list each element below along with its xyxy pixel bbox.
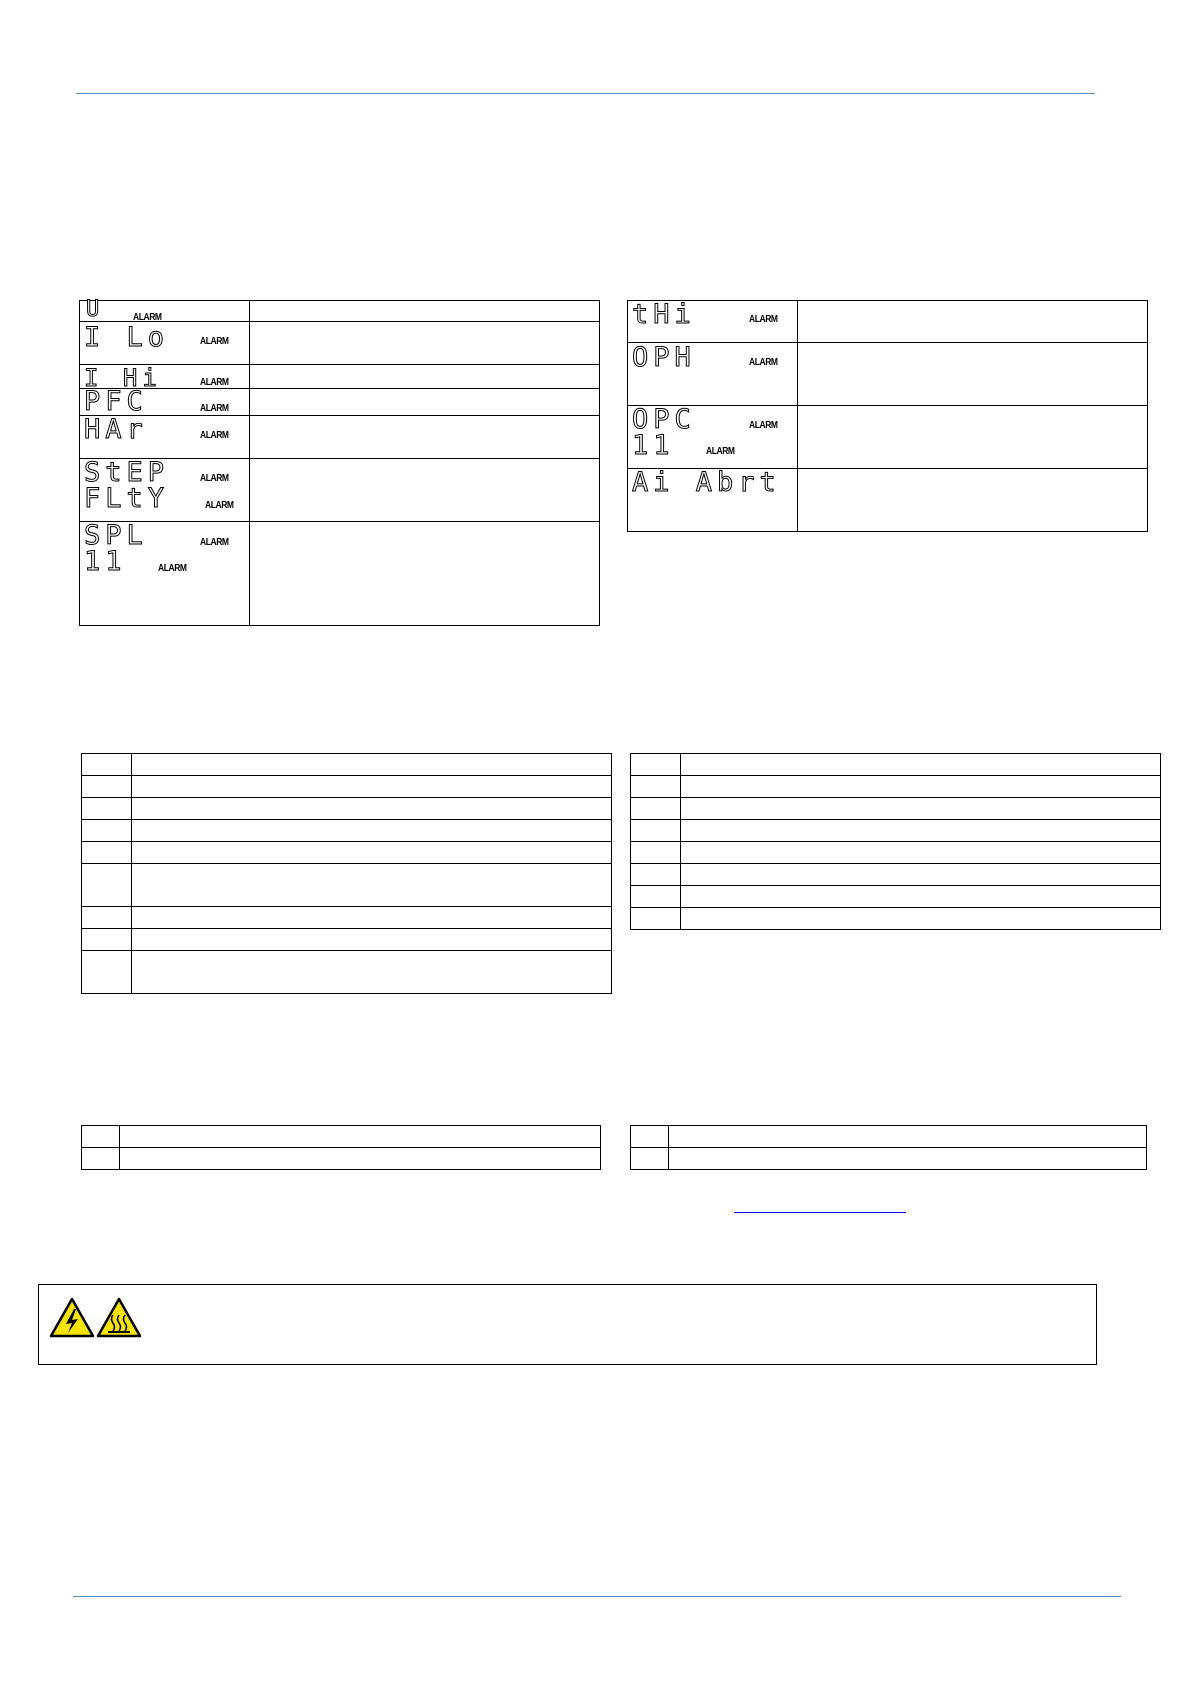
alarm-row-spl: [80, 522, 600, 626]
row-number-cell: [631, 908, 681, 930]
row-number-cell: [82, 1148, 120, 1170]
row-text-cell: [132, 842, 612, 864]
row-number-cell: [82, 929, 132, 951]
row-number-cell: [631, 798, 681, 820]
footer-rule: [73, 1596, 1121, 1597]
row-number-cell: [82, 798, 132, 820]
header-rule: [76, 93, 1095, 94]
row-text-cell: [132, 776, 612, 798]
alarm-row-oph: [628, 343, 1148, 406]
row-number-cell: [82, 907, 132, 929]
lcd-code: HAr: [84, 414, 148, 445]
row-number-cell: [82, 754, 132, 776]
lcd-code: PFC: [84, 386, 148, 417]
row-number-cell: [82, 1126, 120, 1148]
table-row: [631, 776, 1161, 798]
lcd-code: Ai Abrt: [632, 467, 781, 498]
row-text-cell: [681, 754, 1161, 776]
table-row: [82, 1126, 601, 1148]
lcd-code: StEP: [84, 457, 170, 488]
alarm-description: [798, 301, 1148, 343]
alarm-indicator: ALARM: [200, 430, 229, 441]
table-row: [82, 842, 612, 864]
row-number-cell: [82, 842, 132, 864]
table-row: [82, 754, 612, 776]
right-numbered-table: [630, 753, 1161, 930]
alarm-indicator: ALARM: [205, 500, 234, 511]
lcd-code: tHi: [632, 299, 696, 330]
table-row: [82, 776, 612, 798]
hot-surface-icon: [96, 1297, 142, 1338]
warning-box: [38, 1284, 1097, 1365]
lcd-display: [80, 416, 250, 459]
alarm-indicator: ALARM: [133, 312, 162, 323]
alarm-row-step-flty: [80, 459, 600, 522]
lcd-display: [80, 386, 250, 417]
row-text-cell: [132, 798, 612, 820]
row-number-cell: [82, 864, 132, 907]
alarm-description: [250, 301, 600, 322]
alarm-row-i-hi: [80, 365, 600, 389]
row-number-cell: [82, 776, 132, 798]
alarm-row-har: [80, 416, 600, 459]
table-row: [631, 820, 1161, 842]
alarm-indicator: ALARM: [749, 314, 778, 325]
row-text-cell: [120, 1148, 601, 1170]
lcd-display: [80, 522, 250, 626]
alarm-row-ai-abrt: [628, 469, 1148, 532]
row-number-cell: [82, 951, 132, 994]
row-text-cell: [132, 864, 612, 907]
row-text-cell: [681, 908, 1161, 930]
lcd-display: [80, 322, 250, 365]
alarm-indicator: ALARM: [200, 377, 229, 388]
alarm-indicator: ALARM: [749, 357, 778, 368]
alarm-description: [250, 459, 600, 522]
row-number-cell: [631, 886, 681, 908]
lcd-code: OPH: [632, 342, 696, 373]
row-text-cell: [669, 1148, 1147, 1170]
row-text-cell: [681, 776, 1161, 798]
lcd-code: I Hi: [84, 364, 162, 392]
right-small-table: [630, 1125, 1147, 1170]
row-text-cell: [681, 864, 1161, 886]
alarm-description: [798, 406, 1148, 469]
row-text-cell: [132, 951, 612, 994]
row-text-cell: [132, 754, 612, 776]
lcd-display: [628, 406, 798, 469]
lcd-code: U: [86, 297, 105, 322]
lcd-code-line2: FLtY: [84, 483, 170, 514]
table-row: [82, 820, 612, 842]
row-number-cell: [82, 820, 132, 842]
alarm-description: [250, 365, 600, 389]
table-row: [82, 929, 612, 951]
table-row: [631, 798, 1161, 820]
row-text-cell: [681, 842, 1161, 864]
alarm-description: [250, 389, 600, 416]
row-text-cell: [132, 929, 612, 951]
row-number-cell: [631, 1126, 669, 1148]
row-text-cell: [681, 820, 1161, 842]
alarm-row-opc: [628, 406, 1148, 469]
row-text-cell: [681, 798, 1161, 820]
table-row: [82, 951, 612, 994]
row-number-cell: [631, 754, 681, 776]
alarm-indicator: ALARM: [200, 336, 229, 347]
alarm-description: [798, 343, 1148, 406]
lcd-display: [628, 469, 798, 532]
table-row: [82, 907, 612, 929]
table-row: [631, 886, 1161, 908]
alarm-indicator: ALARM: [200, 537, 229, 548]
row-number-cell: [631, 1148, 669, 1170]
lcd-code-line2: 11: [84, 546, 127, 577]
row-number-cell: [631, 864, 681, 886]
table-row: [631, 1148, 1147, 1170]
table-row: [82, 798, 612, 820]
table-row: [631, 842, 1161, 864]
alarm-description: [250, 322, 600, 365]
alarm-row-u: [80, 301, 600, 322]
alarm-row-thi: [628, 301, 1148, 343]
alarm-row-i-lo: [80, 322, 600, 365]
row-text-cell: [669, 1126, 1147, 1148]
row-text-cell: [120, 1126, 601, 1148]
row-text-cell: [681, 886, 1161, 908]
row-number-cell: [631, 776, 681, 798]
alarm-description: [250, 522, 600, 626]
lcd-code: I Lo: [84, 322, 170, 353]
right-alarm-table: [627, 300, 1148, 532]
hyperlink[interactable]: [734, 1212, 906, 1213]
alarm-description: [250, 416, 600, 459]
lcd-display: [628, 301, 798, 343]
row-text-cell: [132, 820, 612, 842]
alarm-indicator: ALARM: [706, 446, 735, 457]
table-row: [82, 1148, 601, 1170]
row-text-cell: [132, 907, 612, 929]
table-row: [631, 908, 1161, 930]
table-row: [631, 754, 1161, 776]
lcd-display: [628, 343, 798, 406]
alarm-indicator: ALARM: [158, 563, 187, 574]
row-number-cell: [631, 842, 681, 864]
table-row: [631, 864, 1161, 886]
lcd-display: [80, 364, 250, 392]
lcd-code: OPC: [632, 404, 696, 435]
left-small-table: [81, 1125, 601, 1170]
left-numbered-table: [81, 753, 612, 994]
lcd-display: [80, 297, 250, 323]
table-row: [631, 1126, 1147, 1148]
alarm-indicator: ALARM: [200, 473, 229, 484]
left-alarm-table: [79, 297, 600, 626]
lcd-code-line2: 11: [632, 430, 675, 461]
lcd-display: [80, 459, 250, 522]
alarm-indicator: ALARM: [200, 403, 229, 414]
alarm-row-pfc: [80, 389, 600, 416]
alarm-indicator: ALARM: [749, 420, 778, 431]
electric-hazard-icon: [49, 1297, 95, 1338]
alarm-description: [798, 469, 1148, 532]
row-number-cell: [631, 820, 681, 842]
lcd-code: SPL: [84, 520, 148, 551]
table-row: [82, 864, 612, 907]
